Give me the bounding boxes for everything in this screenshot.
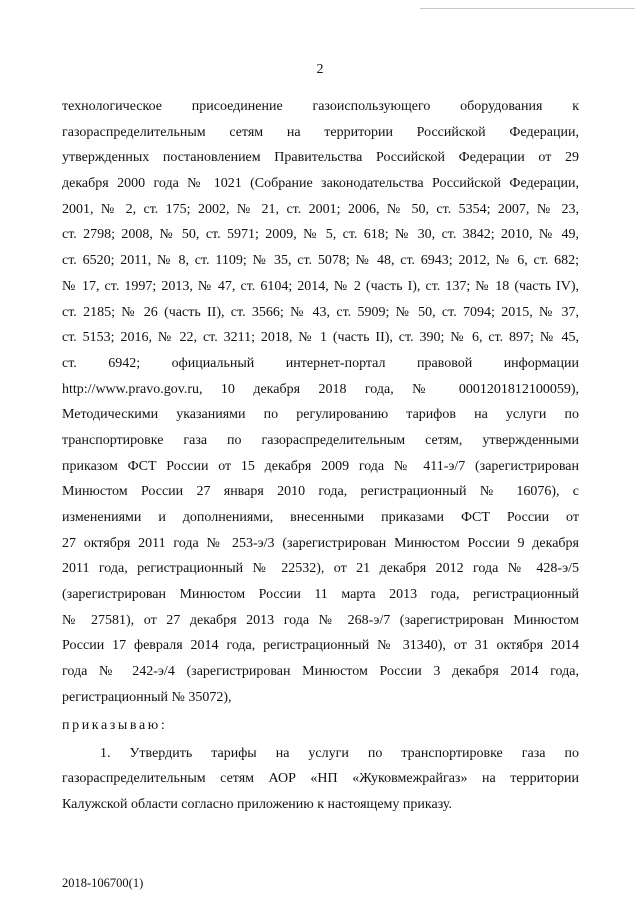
text-line: 27 октября 2011 года № 253-э/3 (зарегистрирован Минюстом России 9 декабря xyxy=(62,535,579,551)
text-line: ст. 2185; № 26 (часть II), ст. 3566; № 43, ст. 5909; № 50, ст. 7094; 2015, № 37, xyxy=(62,304,579,320)
text-line: утвержденных постановлением Правительства Российской Федерации от 29 xyxy=(62,150,579,166)
text-line: ст. 6520; 2011, № 8, ст. 1109; № 35, ст. 5078; № 48, ст. 6943; 2012, № 6, ст. 682; xyxy=(62,253,579,269)
text-line: Методическими указаниями по регулированию тарифов на услуги по xyxy=(62,407,579,423)
text-line: ст. 6942; официальный интернет-портал правовой информации xyxy=(62,355,579,371)
text-line: регистрационный № 35072), xyxy=(62,689,232,705)
order-heading: приказываю: xyxy=(62,717,168,733)
text-line: приказом ФСТ России от 15 декабря 2009 года № 411-э/7 (зарегистрирован xyxy=(62,458,579,474)
text-line: технологическое присоединение газоиспользующего оборудования к xyxy=(62,99,579,114)
text-line: (зарегистрирован Минюстом России 11 марта 2013 года, регистрационный xyxy=(62,587,579,603)
text-line: ст. 5153; 2016, № 22, ст. 3211; 2018, № 1 (часть II), ст. 390; № 6, ст. 897; № 45, xyxy=(62,330,579,346)
text-line: № 17, ст. 1997; 2013, № 47, ст. 6104; 2014, № 2 (часть I), ст. 137; № 18 (часть IV), xyxy=(62,278,579,294)
text-line: года № 242-э/4 (зарегистрирован Минюстом России 3 декабря 2014 года, xyxy=(62,664,579,680)
text-line: декабря 2000 года № 1021 (Собрание законодательства Российской Федерации, xyxy=(62,176,579,192)
text-line: транспортировке газа по газораспределительным сетям, утвержденными xyxy=(62,432,579,448)
paragraph-item-1 xyxy=(62,739,579,818)
text-line: 2011 года, регистрационный № 22532), от 21 декабря 2012 года № 428-э/5 xyxy=(62,561,579,577)
document-id: 2018-106700(1) xyxy=(62,876,144,890)
text-line: № 27581), от 27 декабря 2013 года № 268-э/7 (зарегистрирован Минюстом xyxy=(62,612,579,628)
text-line: России 17 февраля 2014 года, регистрационный № 31340), от 31 октября 2014 xyxy=(62,638,579,654)
text-line: Калужской области согласно приложению к настоящему приказу. xyxy=(62,796,453,812)
paragraph-legal-basis xyxy=(62,94,579,711)
document-body xyxy=(62,94,579,818)
text-line: http://www.pravo.gov.ru, 10 декабря 2018 года, № 0001201812100059), xyxy=(62,381,579,397)
page-number: 2 xyxy=(316,62,324,77)
text-line: изменениями и дополнениями, внесенными приказами ФСТ России от xyxy=(62,510,579,525)
text-line: газораспределительным сетям на территории Российской Федерации, xyxy=(62,124,579,140)
text-line: ст. 2798; 2008, № 50, ст. 5971; 2009, № 5, ст. 618; № 30, ст. 3842; 2010, № 49, xyxy=(62,227,579,243)
text-line: 1. Утвердить тарифы на услуги по транспортировке газа по xyxy=(100,745,579,761)
text-line: газораспределительным сетям АОР «НП «Жуковмежрайгаз» на территории xyxy=(62,771,579,787)
text-line: 2001, № 2, ст. 175; 2002, № 21, ст. 2001; 2006, № 50, ст. 5354; 2007, № 23, xyxy=(62,201,579,217)
text-line: Минюстом России 27 января 2010 года, регистрационный № 16076), с xyxy=(62,484,579,500)
scan-artifact-mark xyxy=(420,0,635,9)
